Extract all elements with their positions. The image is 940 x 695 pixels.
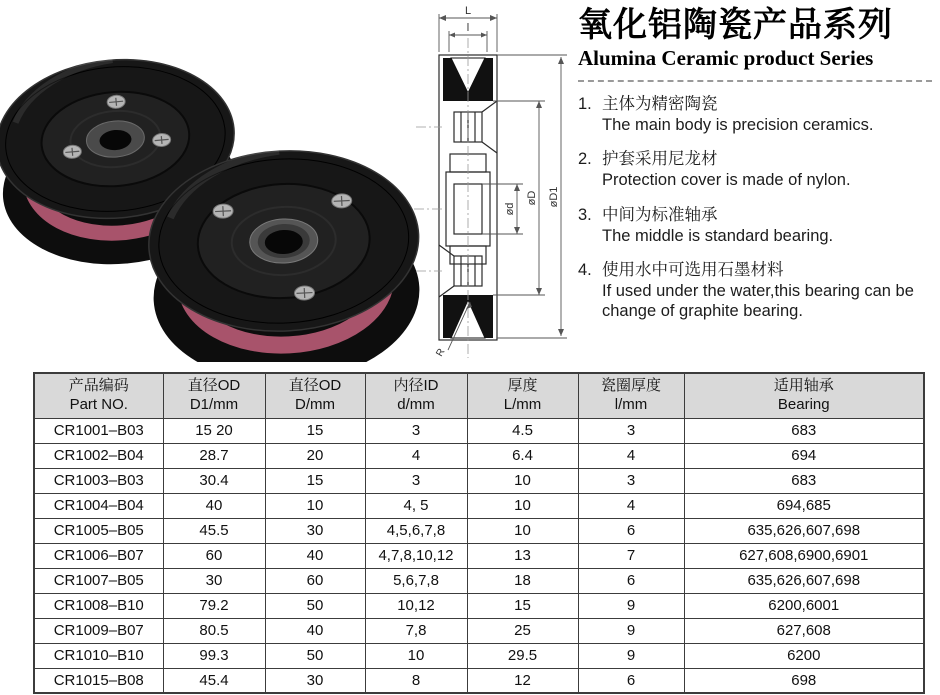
table-cell: 6.4 bbox=[467, 443, 578, 468]
table-cell: 45.4 bbox=[163, 668, 265, 693]
table-row bbox=[34, 418, 924, 443]
table-cell: 15 bbox=[265, 468, 365, 493]
header-cell: 产品编码 Part NO. bbox=[34, 373, 163, 418]
table-cell: 4 bbox=[578, 443, 684, 468]
dim-label-R: R bbox=[434, 346, 448, 359]
table-cell: 60 bbox=[163, 543, 265, 568]
table-cell: 10 bbox=[467, 493, 578, 518]
table-cell: CR1009–B07 bbox=[34, 618, 163, 643]
table-cell: CR1007–B05 bbox=[34, 568, 163, 593]
table-cell: 3 bbox=[365, 468, 467, 493]
table-cell: 29.5 bbox=[467, 643, 578, 668]
table-cell: CR1001–B03 bbox=[34, 418, 163, 443]
table-cell: 683 bbox=[684, 418, 924, 443]
header-cell: 厚度 L/mm bbox=[467, 373, 578, 418]
table-cell: CR1002–B04 bbox=[34, 443, 163, 468]
table-cell: 45.5 bbox=[163, 518, 265, 543]
table-cell: 9 bbox=[578, 618, 684, 643]
table-cell: 30 bbox=[163, 568, 265, 593]
table-cell: CR1005–B05 bbox=[34, 518, 163, 543]
table-cell: 4, 5 bbox=[365, 493, 467, 518]
table-cell: 79.2 bbox=[163, 593, 265, 618]
table-cell: CR1010–B10 bbox=[34, 643, 163, 668]
technical-drawing bbox=[396, 2, 578, 364]
table-cell: CR1003–B03 bbox=[34, 468, 163, 493]
table-cell: 8 bbox=[365, 668, 467, 693]
table-cell: 28.7 bbox=[163, 443, 265, 468]
feature-number: 1. bbox=[578, 95, 592, 114]
feature-text-en: If used under the water,this bearing can be change of graphite bearing. bbox=[602, 281, 914, 321]
table-cell: 30.4 bbox=[163, 468, 265, 493]
table-cell: 627,608 bbox=[684, 618, 924, 643]
table-cell: 635,626,607,698 bbox=[684, 568, 924, 593]
table-row bbox=[34, 543, 924, 568]
table-cell: CR1015–B08 bbox=[34, 668, 163, 693]
table-cell: 40 bbox=[265, 618, 365, 643]
dim-label-l: l bbox=[466, 22, 470, 34]
feature-number: 2. bbox=[578, 150, 592, 169]
table-cell: 60 bbox=[265, 568, 365, 593]
table-cell: 10 bbox=[467, 518, 578, 543]
table-cell: 6 bbox=[578, 518, 684, 543]
table-cell: 5,6,7,8 bbox=[365, 568, 467, 593]
table-row bbox=[34, 468, 924, 493]
table-cell: 10 bbox=[365, 643, 467, 668]
table-cell: 99.3 bbox=[163, 643, 265, 668]
table-cell: 7 bbox=[578, 543, 684, 568]
table-cell: 3 bbox=[578, 418, 684, 443]
table-header-row bbox=[34, 373, 924, 418]
table-cell: 50 bbox=[265, 643, 365, 668]
table-cell: 9 bbox=[578, 593, 684, 618]
table-cell: 698 bbox=[684, 668, 924, 693]
table-cell: 25 bbox=[467, 618, 578, 643]
table-cell: 3 bbox=[578, 468, 684, 493]
dim-label-oD1: øD1 bbox=[548, 186, 560, 208]
table-cell: 40 bbox=[163, 493, 265, 518]
feature-text-en: The middle is standard bearing. bbox=[602, 226, 834, 245]
table-cell: 6200,6001 bbox=[684, 593, 924, 618]
feature-item bbox=[578, 149, 932, 190]
table-cell: CR1004–B04 bbox=[34, 493, 163, 518]
header-cell: 适用轴承 Bearing bbox=[684, 373, 924, 418]
table-row bbox=[34, 443, 924, 468]
page-title-cn: 氧化铝陶瓷产品系列 bbox=[578, 6, 893, 44]
feature-number: 3. bbox=[578, 205, 592, 224]
table-cell: 694,685 bbox=[684, 493, 924, 518]
table-cell: 15 20 bbox=[163, 418, 265, 443]
table-cell: 7,8 bbox=[365, 618, 467, 643]
table-cell: CR1008–B10 bbox=[34, 593, 163, 618]
table-cell: 10,12 bbox=[365, 593, 467, 618]
table-row bbox=[34, 518, 924, 543]
table-cell: 683 bbox=[684, 468, 924, 493]
feature-text-cn: 中间为标准轴承 bbox=[602, 205, 718, 224]
dim-label-od: ød bbox=[504, 202, 516, 216]
header-cell: 直径OD D1/mm bbox=[163, 373, 265, 418]
table-cell: 13 bbox=[467, 543, 578, 568]
dim-label-L: L bbox=[464, 5, 472, 17]
table-cell: 80.5 bbox=[163, 618, 265, 643]
feature-item bbox=[578, 260, 932, 321]
feature-text-en: Protection cover is made of nylon. bbox=[602, 171, 851, 190]
info-column bbox=[578, 6, 932, 335]
table-cell: 3 bbox=[365, 418, 467, 443]
table-cell: 4.5 bbox=[467, 418, 578, 443]
table-cell: 4 bbox=[578, 493, 684, 518]
table-cell: 30 bbox=[265, 668, 365, 693]
spec-table bbox=[33, 372, 925, 694]
feature-text-en: The main body is precision ceramics. bbox=[602, 116, 874, 135]
table-row bbox=[34, 643, 924, 668]
feature-number: 4. bbox=[578, 260, 592, 279]
table-cell: 6200 bbox=[684, 643, 924, 668]
table-cell: 20 bbox=[265, 443, 365, 468]
dim-label-oD: øD bbox=[526, 190, 538, 206]
dashed-divider bbox=[578, 80, 932, 82]
table-row bbox=[34, 618, 924, 643]
header-cell: 内径ID d/mm bbox=[365, 373, 467, 418]
table-cell: 6 bbox=[578, 668, 684, 693]
table-cell: 30 bbox=[265, 518, 365, 543]
table-row bbox=[34, 568, 924, 593]
table-row bbox=[34, 493, 924, 518]
table-row bbox=[34, 593, 924, 618]
table-cell: 627,608,6900,6901 bbox=[684, 543, 924, 568]
table-cell: 10 bbox=[467, 468, 578, 493]
feature-text-cn: 护套采用尼龙材 bbox=[602, 150, 718, 169]
feature-text-cn: 主体为精密陶瓷 bbox=[602, 95, 718, 114]
table-cell: 15 bbox=[265, 418, 365, 443]
feature-text-cn: 使用水中可选用石墨材料 bbox=[602, 260, 784, 279]
table-cell: 4,5,6,7,8 bbox=[365, 518, 467, 543]
table-cell: 9 bbox=[578, 643, 684, 668]
page-title-en: Alumina Ceramic product Series bbox=[578, 46, 874, 71]
table-cell: 50 bbox=[265, 593, 365, 618]
table-cell: 694 bbox=[684, 443, 924, 468]
table-cell: 6 bbox=[578, 568, 684, 593]
table-cell: 4,7,8,10,12 bbox=[365, 543, 467, 568]
table-cell: CR1006–B07 bbox=[34, 543, 163, 568]
table-cell: 635,626,607,698 bbox=[684, 518, 924, 543]
table-cell: 12 bbox=[467, 668, 578, 693]
feature-item bbox=[578, 94, 932, 135]
table-cell: 40 bbox=[265, 543, 365, 568]
table-cell: 15 bbox=[467, 593, 578, 618]
product-photo bbox=[0, 36, 432, 362]
table-row bbox=[34, 668, 924, 693]
table-cell: 18 bbox=[467, 568, 578, 593]
table-cell: 10 bbox=[265, 493, 365, 518]
header-cell: 瓷圈厚度 l/mm bbox=[578, 373, 684, 418]
header-cell: 直径OD D/mm bbox=[265, 373, 365, 418]
feature-item bbox=[578, 205, 932, 246]
table-cell: 4 bbox=[365, 443, 467, 468]
